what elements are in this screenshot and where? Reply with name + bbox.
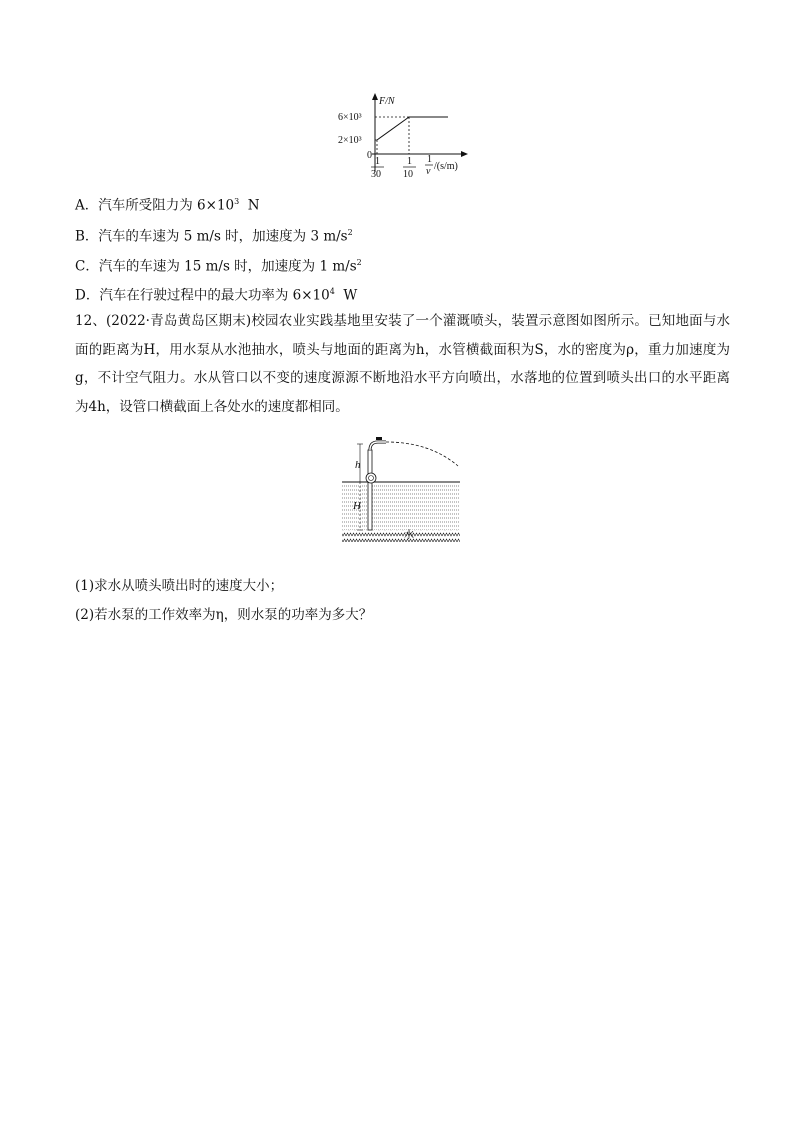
force-velocity-graph xyxy=(320,90,490,180)
origin-label: 0 xyxy=(367,150,372,161)
option-b-letter: B． xyxy=(75,228,99,245)
label-H: H xyxy=(353,500,361,512)
x-axis-arrow xyxy=(461,151,468,157)
question-12-text xyxy=(75,307,730,421)
x-axis-label-num: 1 xyxy=(427,154,432,165)
water-bottom xyxy=(342,530,460,542)
y-axis-label: F/N xyxy=(379,96,395,107)
irrigation-diagram xyxy=(340,436,465,548)
y-axis-arrow xyxy=(372,93,378,100)
option-c xyxy=(75,254,362,276)
y-tick-2e3: 2×10³ xyxy=(338,135,362,146)
label-water: 水 xyxy=(404,530,414,541)
option-a-sup: 3 xyxy=(234,197,240,206)
option-d xyxy=(75,283,357,305)
sub-question-1: (1)求水从喷头喷出时的速度大小； xyxy=(75,578,284,594)
option-d-letter: D． xyxy=(75,287,100,304)
option-c-sup: 2 xyxy=(356,258,362,267)
x-tick-1-10-num: 1 xyxy=(407,156,412,167)
x-tick-1-30-den: 30 xyxy=(371,169,381,180)
nozzle-valve xyxy=(376,437,382,440)
option-d-text: 汽车在行驶过程中的最大功率为 6×10 xyxy=(99,287,330,304)
water-trajectory xyxy=(386,442,458,466)
pump xyxy=(366,473,376,483)
option-a-tail: N xyxy=(239,197,260,214)
x-tick-1-10-den: 10 xyxy=(403,169,413,180)
question-12-body: 12、(2022·青岛黄岛区期末)校园农业实践基地里安装了一个灌溉喷头，装置示意图如图所示。已知地面与水面的距离为H，用水泵从水池抽水，喷头与地面的距离为h，水管横截面积为S，水的密度为ρ，重力加速度为g，不计空气阻力。水从管口以不变的速度源源不断地沿水平方向喷出，水落地的位置到喷头出口的水平距离为4h，设管口横截面上各处水的速度都相同。 xyxy=(75,313,730,415)
option-d-tail: W xyxy=(334,287,358,304)
sub-question-2: (2)若水泵的工作效率为η，则水泵的功率为多大？ xyxy=(75,607,373,623)
pipe xyxy=(368,450,372,530)
x-axis-unit: /(s/m) xyxy=(434,161,458,172)
option-b-text: 汽车的车速为 5 m/s 时，加速度为 3 m/s xyxy=(98,228,348,245)
option-b-sup: 2 xyxy=(347,228,353,237)
y-tick-6e3: 6×10³ xyxy=(338,112,362,123)
option-c-text: 汽车的车速为 15 m/s 时，加速度为 1 m/s xyxy=(98,258,357,275)
option-a xyxy=(75,193,260,215)
option-b xyxy=(75,224,353,246)
x-tick-1-30-num: 1 xyxy=(375,156,380,167)
option-d-sup: 4 xyxy=(329,287,335,296)
option-a-text: 汽车所受阻力为 6×10 xyxy=(98,197,235,214)
option-a-letter: A． xyxy=(75,197,99,214)
label-h: h xyxy=(355,459,361,471)
option-c-letter: C． xyxy=(75,258,99,275)
x-axis-label-den: v xyxy=(426,166,431,177)
rising-segment xyxy=(377,117,409,140)
